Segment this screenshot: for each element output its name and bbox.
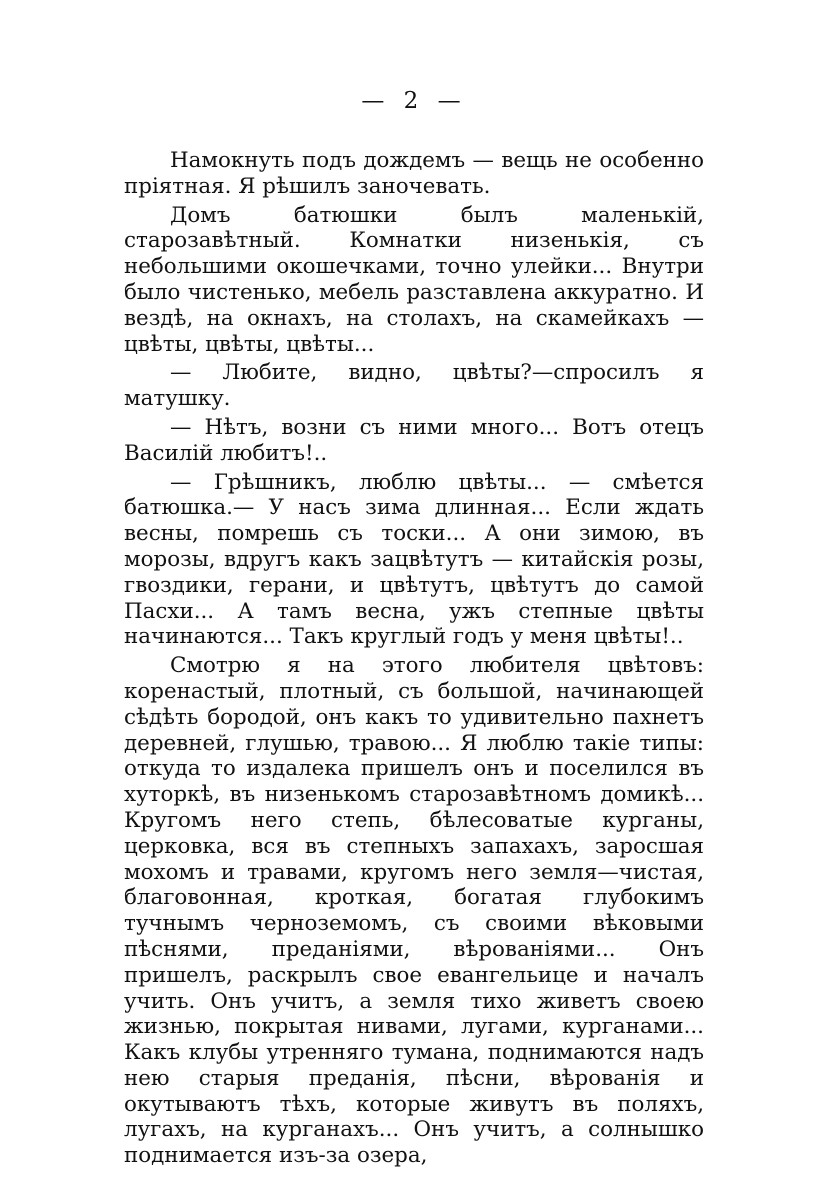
paragraph: Намокнуть подъ дождемъ — вещь не особенно пріятная. Я рѣшилъ заночевать. — [124, 148, 704, 199]
paragraph: Домъ батюшки былъ маленькій, старозавѣтный. Комнатки низенькія, съ небольшими окошечками, точно улейки... Внутри было чистенько, мебель разставлена аккуратно. И вездѣ, на окнахъ, на столахъ, на скамейкахъ — цвѣты, цвѣты, цвѣты... — [124, 202, 704, 357]
page-number-header: — 2 — — [361, 88, 467, 114]
book-page — [124, 88, 704, 1169]
paragraph: — Грѣшникъ, люблю цвѣты... — смѣется батюшка.— У насъ зима длинная... Если ждать весны, помрешь съ тоски... А они зимою, въ морозы, вдругъ какъ зацвѣтутъ — китайскія розы, гвоздики, герани, и цвѣтутъ, цвѣтутъ до самой Пасхи... А тамъ весна, ужъ степные цвѣты начинаются... Такъ круглый годъ у меня цвѣты!.. — [124, 469, 704, 650]
paragraph: — Нѣтъ, возни съ ними много... Вотъ отецъ Василій любитъ!.. — [124, 414, 704, 466]
paragraph: Смотрю я на этого любителя цвѣтовъ: коренастый, плотный, съ большой, начинающей сѣдѣть бородой, онъ какъ то удивительно пахнетъ деревней, глушью, травою... Я люблю такіе типы: откуда то издалека пришелъ онъ и поселился въ хуторкѣ, въ низенькомъ старозавѣтномъ домикѣ... Кругомъ него степь, бѣлесоватые курганы, церковка, вся въ степныхъ запахахъ, заросшая мохомъ и травами, кругомъ него земля—чистая, благовонная, кроткая, богатая глубокимъ тучнымъ черноземомъ, съ своими вѣковыми пѣснями, преданіями, вѣрованіями... Онъ пришелъ, раскрылъ свое евангельице и началъ учить. Онъ учитъ, а земля тихо живетъ своею жизнью, покрытая нивами, лугами, курганами... Какъ клубы утренняго тумана, поднимаются надъ нею старыя преданія, пѣсни, вѣрованія и окутываютъ тѣхъ, которые живутъ въ поляхъ, лугахъ, на курганахъ... Онъ учитъ, а солнышко поднимается изъ-за озера, — [124, 653, 704, 1169]
body-text — [124, 148, 704, 1169]
paragraph: — Любите, видно, цвѣты?—спросилъ я матушку. — [124, 360, 704, 412]
